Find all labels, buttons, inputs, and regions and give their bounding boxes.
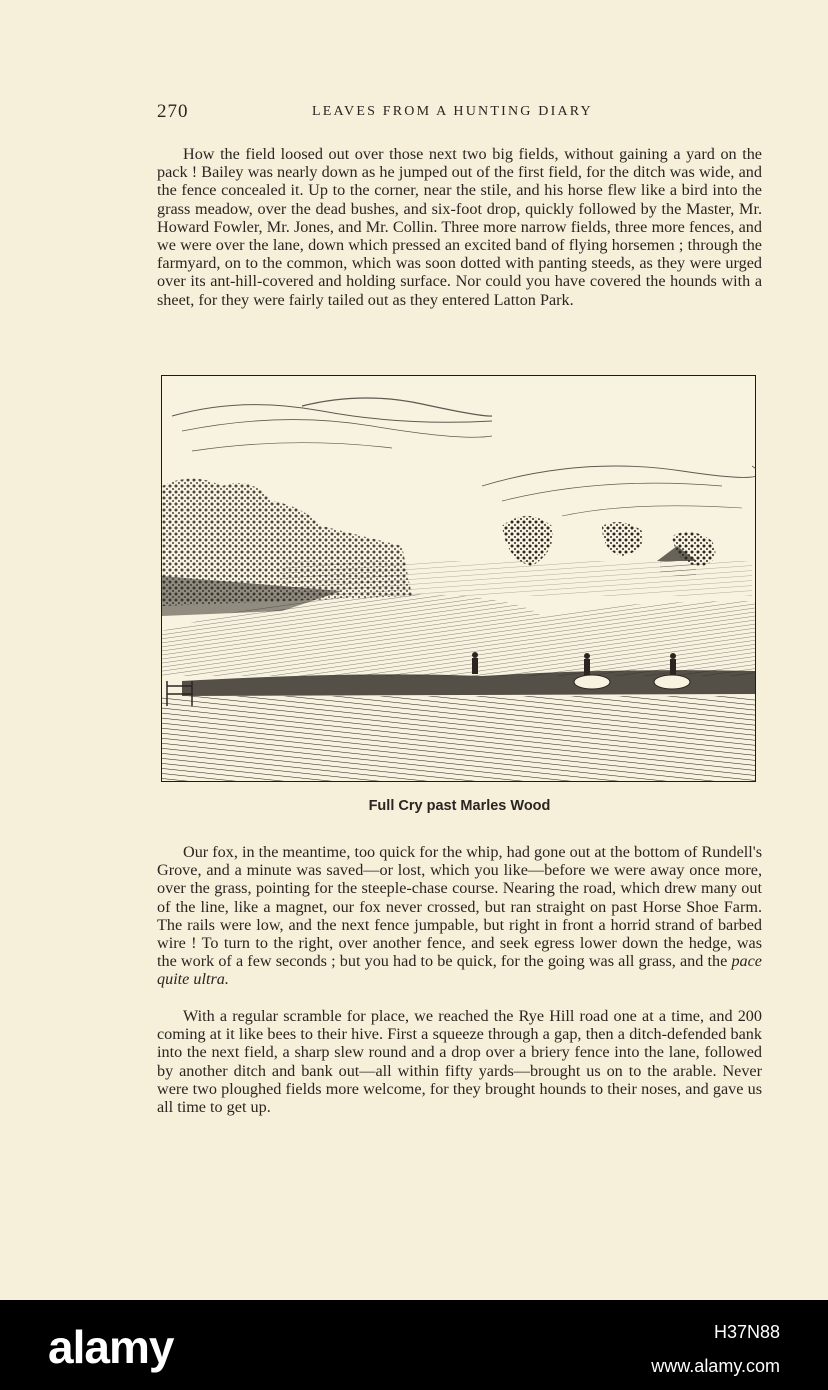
alamy-logo[interactable]: alamy	[48, 1321, 174, 1373]
running-head	[157, 101, 762, 125]
engraving	[162, 376, 755, 781]
watermark-footer	[0, 1300, 828, 1390]
paragraph-2-italic: pace quite ultra.	[157, 952, 762, 989]
paragraph-2	[157, 843, 762, 989]
image-id: H37N88	[713, 1322, 780, 1342]
site-url[interactable]: www.alamy.com	[651, 1356, 780, 1376]
paragraph-2-text: Our fox, in the meantime, too quick for the whip, had gone out at the bottom of Rundell's Grove, and a minute was saved—or lost, which you like—before we were away once more, over the grass, pointing for the steeple-chase course. Nearing the road, which drew many out of the line, like a magnet, our fox never crossed, but ran straight on past Horse Shoe Farm. The rails were low, and the next fence jumpable, but right in front a horrid strand of barbed wire ! To turn to the right, over another fence, and seek egress lower down the hedge, was the work of a few seconds ; but you had to be quick, for the going was all grass, and the	[157, 843, 762, 971]
page-number: 270	[157, 101, 189, 122]
figure-caption: Full Cry past Marles Wood	[368, 798, 551, 814]
paragraph-3-text: With a regular scramble for place, we reached the Rye Hill road one at a time, and 200 coming at it like bees to their hive. First a squeeze through a gap, then a ditch-defended bank into the next field, a sharp slew round and a drop over a briery fence into the lane, followed by another ditch and bank out—all within fifty yards—brought us on to the arable. Never were two ploughed fields more welcome, for they brought hounds to their noses, and gave us all time to get up.	[157, 1007, 762, 1117]
running-title: LEAVES FROM A HUNTING DIARY	[312, 104, 593, 119]
paragraph-1-text: How the field loosed out over those next two big fields, without gaining a yard on the pack ! Bailey was nearly down as he jumped out of the first field, for the ditch was wide, and the fence concealed it. Up to the corner, near the stile, and his horse flew like a bird into the grass meadow, over the dead bushes, and six-foot drop, quickly followed by the Master, Mr. Howard Fowler, Mr. Jones, and Mr. Collin. Three more narrow fields, three more fences, and we were over the lane, down which pressed an excited band of flying horsemen ; through the farmyard, on to the common, which was soon dotted with panting steeds, as they were urged over its ant-hill-covered and holding surface. Nor could you have covered the hounds with a sheet, for they were fairly tailed out as they entered Latton Park.	[157, 145, 762, 309]
paragraph-1	[157, 145, 762, 309]
paragraph-3	[157, 1007, 762, 1116]
illustration-hunt-scene	[161, 375, 756, 782]
